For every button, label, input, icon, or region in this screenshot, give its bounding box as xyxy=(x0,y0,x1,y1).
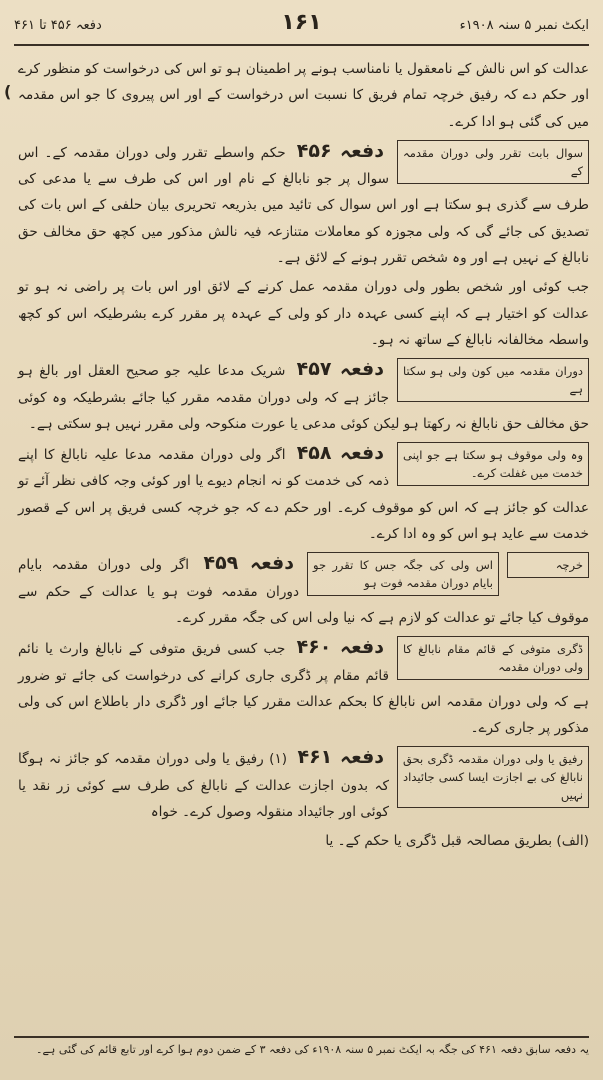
section-457 xyxy=(18,356,589,437)
margin-mark: ( xyxy=(4,82,12,101)
header-rule xyxy=(14,44,589,46)
document-body xyxy=(18,56,589,1026)
marginal-note-458: وہ ولی موقوف ہو سکتا ہے جو اپنی خدمت میں غفلت کرے۔ xyxy=(397,442,589,486)
section-456-text: حکم واسطے تقرر ولی دوران مقدمہ کے۔ اس سوال پر جو نابالغ کے نام اور اس کی طرف سے یا مدعی کی طرف سے گذری ہو سکتا ہے اور اس سوال کی تائید میں بذریعہ تحریری بیان حلفی کے اس بات کی تصدیق کی جائے گی کہ ولی مجوزہ کو معاملات متنازعہ فیہ نالش مذکور میں کچھ حق مخالف حق نابالغ کے نہیں ہے اور وہ شخص تقرر ہونے کے لائق ہے۔ xyxy=(18,144,589,267)
section-461 xyxy=(18,744,589,854)
marginal-note-458-cost: خرچہ xyxy=(507,552,589,578)
intro-paragraph: عدالت کو اس نالش کے نامعقول یا نامناسب ہونے پر اطمینان ہو تو اس کی درخواست کو منظور کرے اور حکم دے کہ رفیق خرچہ تمام فریق کا نسبت اس درخواست کے اور اس پیروی کا جو اس مقدمہ میں کی گئی ہو ادا کرے۔ xyxy=(18,61,589,130)
section-460 xyxy=(18,634,589,741)
marginal-note-460: ڈگری متوفی کے قائم مقام نابالغ کا ولی دوران مقدمہ xyxy=(397,636,589,680)
marginal-note-461: رفیق یا ولی دوران مقدمہ ڈگری بحق نابالغ کی بے اجازت ایسا کسی جائیداد نہیں xyxy=(397,746,589,808)
section-456-extra: جب کوئی اور شخص بطور ولی دوران مقدمہ عمل کرنے کے لائق اور اس بات پر راضی نہ ہو تو عدالت کو اختیار ہے کہ اپنے کسی عہدہ دار کو ولی کے عہدہ پر مقرر کرے بشرطیکہ اس کو کچھ واسطہ مخالفانہ نابالغ کے ساتھ نہ ہو۔ xyxy=(18,279,589,348)
section-461-text: (۱) رفیق یا ولی دوران مقدمہ کو جائز نہ ہوگا کہ بدون اجازت عدالت کے نابالغ کی طرف سے کوئی زر نقد یا کوئی اور جائیداد منقولہ وصول کرے۔ خواہ xyxy=(18,751,389,821)
section-459-paragraph xyxy=(18,550,589,631)
section-459 xyxy=(18,550,589,631)
section-460-text: جب کسی فریق متوفی کے نابالغ وارث یا نائم قائم مقام پر ڈگری جاری کرانے کی درخواست کی جائے تو ضرور ہے کہ ولی دوران مقدمہ اس نابالغ کا بحکم عدالت مقرر کیا جائے اور ڈگری دار باطلاع اس کی ولی مذکور پر جاری کرے۔ xyxy=(18,641,589,737)
section-label-456: دفعہ ۴۵۶ xyxy=(296,139,385,162)
marginal-note-456: سوال بابت تقرر ولی دوران مقدمہ کے xyxy=(397,140,589,184)
section-458-text: اگر ولی دوران مقدمہ مدعا علیہ نابالغ کا اپنے ذمہ کی خدمت کو نہ انجام دیوے یا اور کوئی وجہ کافی نظر آئے تو عدالت کو جائز ہے کہ اس کو موقوف کرے۔ اور حکم دے کہ جو خرچہ کسی فریق پر اس کے قصور خدمت سے عاید ہو اس کو وہ ادا کرے۔ xyxy=(18,447,589,543)
section-461-clause-a: (الف) بطریق مصالحہ قبل ڈگری یا حکم کے۔ یا xyxy=(325,833,589,850)
act-reference: ایکٹ نمبر ۵ سنہ ۱۹۰۸ء xyxy=(459,18,589,33)
section-459-text: اگر ولی دوران مقدمہ بایام دوران مقدمہ فوت ہو یا عدالت کے حکم سے موقوف کیا جائے تو عدالت کو لازم ہے کہ نیا ولی اس کی جگہ مقرر کرے۔ xyxy=(18,557,589,626)
section-456 xyxy=(18,138,589,353)
page-number: ۱۶۱ xyxy=(281,10,322,35)
page-header xyxy=(14,8,589,42)
section-label-457: دفعہ ۴۵۷ xyxy=(296,358,384,381)
marginal-note-459: اس ولی کی جگہ جس کا تقرر جو بایام دوران مقدمہ فوت ہو xyxy=(307,552,499,596)
footnote-rule xyxy=(14,1036,589,1038)
section-range: دفعہ ۴۵۶ تا ۴۶۱ xyxy=(14,18,102,33)
marginal-note-457: دوران مقدمہ میں کون ولی ہو سکتا ہے xyxy=(397,358,589,402)
section-457-text: شریک مدعا علیہ جو صحیح العقل اور بالغ ہو جائز ہے کہ ولی دوران مقدمہ مقرر کیا جائے بشرطیکہ وہ کوئی حق مخالف حق نابالغ نہ رکھتا ہو لیکن کوئی مدعی یا عورت منکوحہ ولی مقرر نہیں ہو سکتی ہے۔ xyxy=(18,363,589,432)
section-label-458: دفعہ ۴۵۸ xyxy=(296,442,385,465)
footnote: یہ دفعہ سابق دفعہ ۴۶۱ کی جگہ بہ ایکٹ نمبر ۵ سنہ ۱۹۰۸ء کی دفعہ ۳ کے ضمن دوم ہوا کرے اور تابع قائم کی گئی ہے۔ xyxy=(36,1043,589,1056)
section-label-461: دفعہ ۴۶۱ xyxy=(297,746,385,769)
section-label-459: دفعہ ۴۵۹ xyxy=(203,552,294,575)
section-label-460: دفعہ ۴۶۰ xyxy=(296,636,384,659)
